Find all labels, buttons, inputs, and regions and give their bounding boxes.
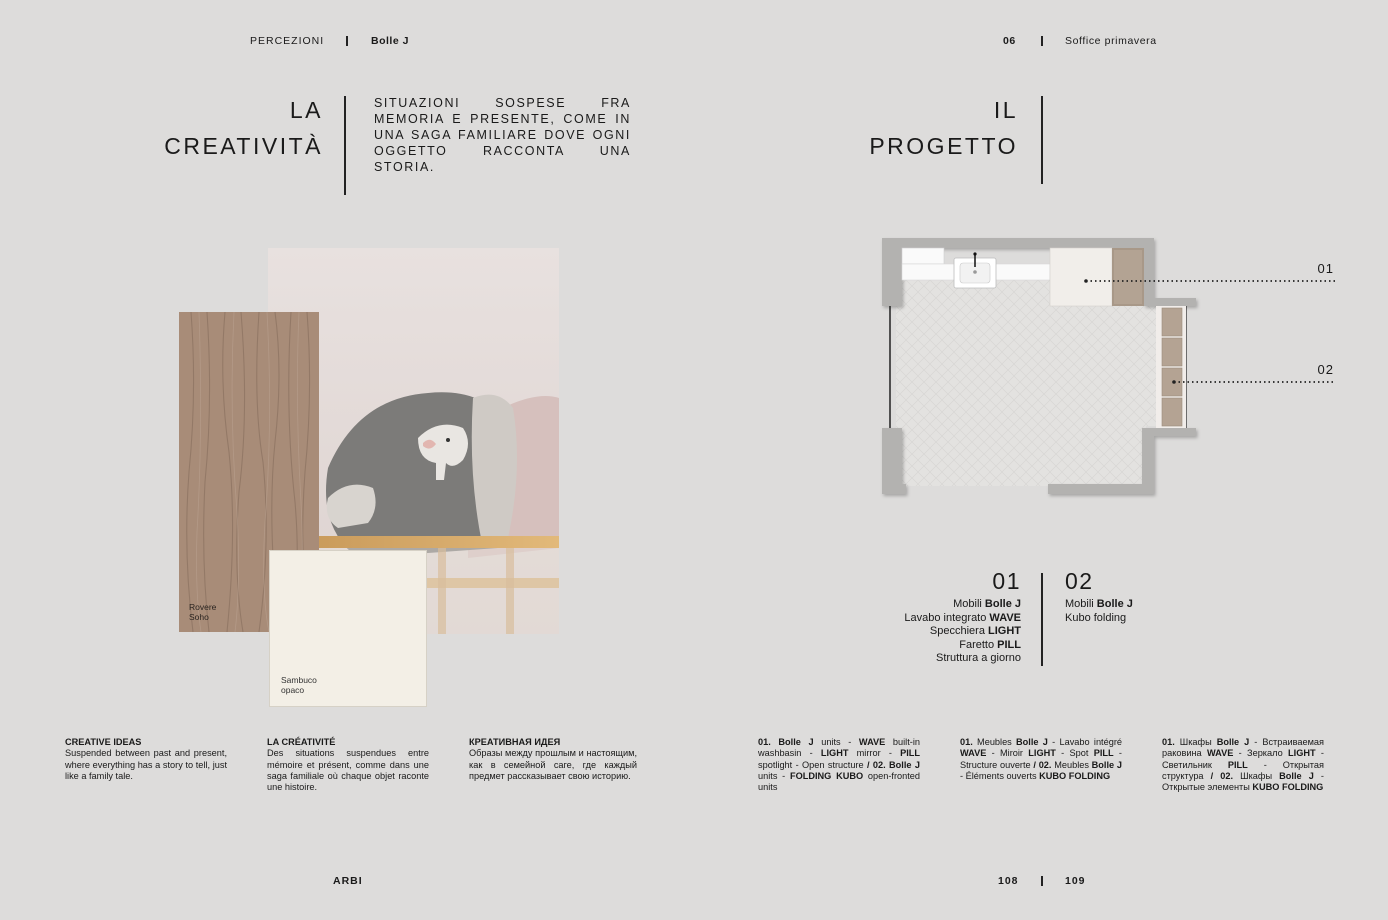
header-collection: Bolle J <box>371 35 409 47</box>
caption-project-fr: 01. Meubles Bolle J - Lavabo intégré WAVE - Miroir LIGHT - Spot PILL - Structure ouverte / 02. Meubles Bolle J - Éléments ouverts KUBO FOLDING <box>960 737 1122 781</box>
plan-callout-02: 02 <box>1317 362 1334 377</box>
page-number-left: 108 <box>998 875 1019 887</box>
cream-swatch-label: Sambuco opaco <box>281 675 317 695</box>
spec-01-list: Mobili Bolle J Lavabo integrato WAVE Specchiera LIGHT Faretto PILL Struttura a giorno <box>904 598 1021 665</box>
footer-divider <box>1041 876 1043 886</box>
caption-fr: LA CRÉATIVITÉ Des situations suspendues entre mémoire et présent, comme dans une saga familiale où chaque objet raconte une histoire. <box>267 737 429 793</box>
header-divider-left <box>346 36 348 46</box>
spec-02-number: 02 <box>1065 568 1094 594</box>
spec-02-list: Mobili Bolle J Kubo folding <box>1065 598 1133 624</box>
intro-text: SITUAZIONI SOSPESE FRA MEMORIA E PRESENTE, COME IN UNA SAGA FAMILIARE DOVE OGNI OGGETTO RACCONTA UNA STORIA. <box>374 96 631 174</box>
spec-01-number: 01 <box>992 568 1021 594</box>
page-title-right: IL PROGETTO <box>869 97 1018 159</box>
cream-swatch-sambuco <box>269 550 427 707</box>
header-section: PERCEZIONI <box>250 35 325 47</box>
footer-brand: ARBI <box>333 875 363 887</box>
plan-callout-01: 01 <box>1317 261 1334 276</box>
spec-02 <box>1065 568 1133 625</box>
title-divider-left <box>344 96 346 195</box>
spec-divider <box>1041 573 1043 666</box>
floor-plan <box>876 232 1346 502</box>
caption-ru: КРЕАТИВНАЯ ИДЕЯ Образы между прошлым и настоящим, как в семейной саге, где каждый предмет рассказывает свою историю. <box>469 737 637 781</box>
header-chapter-name: Soffice primavera <box>1065 35 1157 47</box>
caption-en: CREATIVE IDEAS Suspended between past and present, where everything has a story to tell, just like a family tale. <box>65 737 227 781</box>
title-divider-right <box>1041 96 1043 184</box>
floor-plan-drawing <box>876 232 1346 502</box>
page-title-left: LA CREATIVITÀ <box>164 97 323 159</box>
wood-swatch-label: Rovere Soho <box>189 602 217 622</box>
caption-project-en: 01. Bolle J units - WAVE built-in washbasin - LIGHT mirror - PILL spotlight - Open structure / 02. Bolle J units - FOLDING KUBO open-fronted units <box>758 737 921 793</box>
header-divider-right <box>1041 36 1043 46</box>
page-number-right: 109 <box>1065 875 1086 887</box>
header-chapter-number: 06 <box>1003 35 1016 47</box>
spec-01 <box>904 568 1021 666</box>
caption-project-ru: 01. Шкафы Bolle J - Встраиваемая раковина WAVE - Зеркало LIGHT - Светильник PILL - Открытая структура / 02. Шкафы Bolle J - Открытые элементы KUBO FOLDING <box>1162 737 1325 793</box>
